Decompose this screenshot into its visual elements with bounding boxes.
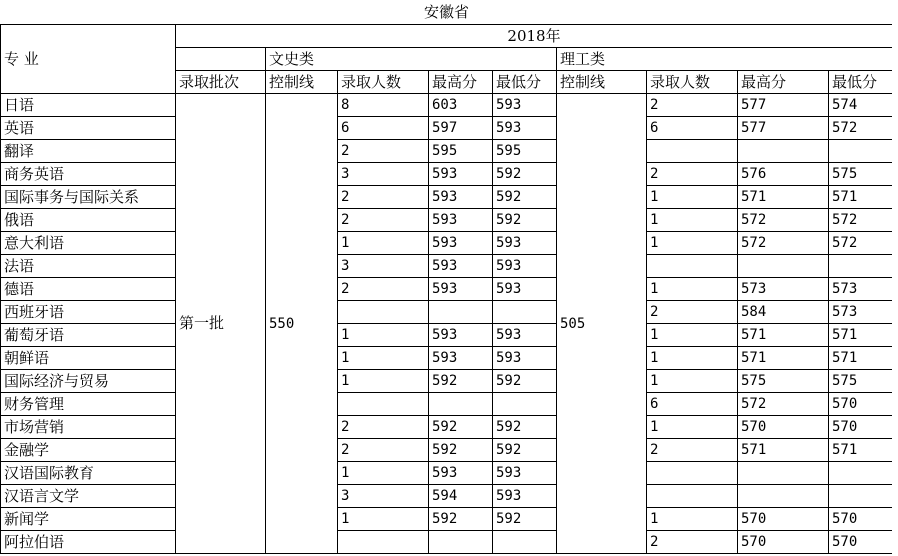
science-max-score [738, 140, 829, 163]
arts-min-score: 593 [493, 324, 557, 347]
science-max-header: 最高分 [738, 71, 829, 94]
arts-max-score [429, 531, 493, 554]
science-min-score: 570 [829, 531, 893, 554]
science-max-score [738, 255, 829, 278]
science-min-score: 575 [829, 163, 893, 186]
arts-max-score: 593 [429, 347, 493, 370]
science-admitted: 2 [647, 531, 738, 554]
major-name: 葡萄牙语 [1, 324, 176, 347]
science-min-score: 570 [829, 416, 893, 439]
science-admitted: 1 [647, 508, 738, 531]
arts-min-score: 593 [493, 232, 557, 255]
arts-min-score: 592 [493, 186, 557, 209]
science-min-score: 570 [829, 508, 893, 531]
table-row [1, 485, 893, 508]
arts-max-score: 594 [429, 485, 493, 508]
batch-header: 录取批次 [176, 71, 266, 94]
table-row [1, 531, 893, 554]
arts-max-score: 593 [429, 278, 493, 301]
science-admitted: 2 [647, 163, 738, 186]
arts-min-score [493, 531, 557, 554]
science-max-score: 572 [738, 209, 829, 232]
science-min-score: 571 [829, 324, 893, 347]
science-max-score [738, 485, 829, 508]
science-max-score: 584 [738, 301, 829, 324]
science-min-score [829, 462, 893, 485]
science-admitted: 6 [647, 393, 738, 416]
major-header: 专 业 [1, 25, 176, 94]
science-control-line: 505 [557, 94, 647, 554]
arts-min-score: 593 [493, 485, 557, 508]
science-max-score: 570 [738, 531, 829, 554]
right-margin [892, 0, 898, 556]
arts-admitted: 2 [338, 278, 429, 301]
arts-admitted: 2 [338, 186, 429, 209]
science-min-score [829, 485, 893, 508]
science-admitted: 2 [647, 301, 738, 324]
science-admitted: 1 [647, 324, 738, 347]
science-min-score: 573 [829, 278, 893, 301]
arts-min-score: 592 [493, 163, 557, 186]
arts-max-score: 592 [429, 416, 493, 439]
science-max-score: 573 [738, 278, 829, 301]
science-min-score: 575 [829, 370, 893, 393]
arts-min-score [493, 393, 557, 416]
major-name: 西班牙语 [1, 301, 176, 324]
arts-control-line-header: 控制线 [266, 71, 338, 94]
arts-admitted: 3 [338, 485, 429, 508]
arts-admitted: 2 [338, 439, 429, 462]
major-name: 汉语国际教育 [1, 462, 176, 485]
major-name: 翻译 [1, 140, 176, 163]
table-row [1, 278, 893, 301]
table-row [1, 393, 893, 416]
arts-min-score: 593 [493, 117, 557, 140]
arts-max-score: 603 [429, 94, 493, 117]
major-name: 国际经济与贸易 [1, 370, 176, 393]
science-max-score: 571 [738, 439, 829, 462]
arts-admitted: 1 [338, 508, 429, 531]
arts-admitted: 2 [338, 140, 429, 163]
science-min-score: 571 [829, 439, 893, 462]
science-category-header: 理工类 [557, 48, 893, 71]
science-admitted: 2 [647, 94, 738, 117]
table-row [1, 324, 893, 347]
table-row [1, 370, 893, 393]
arts-max-score: 592 [429, 370, 493, 393]
table-row [1, 94, 893, 117]
arts-min-score: 592 [493, 416, 557, 439]
science-admitted-header: 录取人数 [647, 71, 738, 94]
table-row [1, 117, 893, 140]
arts-min-score: 592 [493, 209, 557, 232]
province-title: 安徽省 [424, 2, 470, 21]
arts-admitted: 2 [338, 416, 429, 439]
batch-value: 第一批 [176, 94, 266, 554]
science-admitted [647, 485, 738, 508]
arts-max-score [429, 393, 493, 416]
year-header: 2018年 [176, 25, 893, 48]
major-name: 商务英语 [1, 163, 176, 186]
arts-admitted: 1 [338, 324, 429, 347]
arts-admitted [338, 301, 429, 324]
arts-max-score: 593 [429, 255, 493, 278]
science-min-score: 572 [829, 232, 893, 255]
major-name: 阿拉伯语 [1, 531, 176, 554]
science-max-score: 575 [738, 370, 829, 393]
science-max-score: 577 [738, 94, 829, 117]
major-name: 日语 [1, 94, 176, 117]
arts-min-score: 592 [493, 439, 557, 462]
table-row [1, 232, 893, 255]
table-row [1, 416, 893, 439]
arts-max-header: 最高分 [429, 71, 493, 94]
table-row [1, 508, 893, 531]
science-max-score: 571 [738, 324, 829, 347]
major-name: 市场营销 [1, 416, 176, 439]
arts-max-score: 593 [429, 163, 493, 186]
major-name: 汉语言文学 [1, 485, 176, 508]
science-admitted: 1 [647, 232, 738, 255]
science-max-score: 577 [738, 117, 829, 140]
arts-admitted: 1 [338, 462, 429, 485]
science-min-score [829, 140, 893, 163]
science-min-score: 573 [829, 301, 893, 324]
science-admitted: 1 [647, 347, 738, 370]
table-row [1, 439, 893, 462]
major-name: 朝鲜语 [1, 347, 176, 370]
science-admitted: 1 [647, 209, 738, 232]
arts-max-score [429, 301, 493, 324]
arts-max-score: 592 [429, 508, 493, 531]
science-admitted [647, 140, 738, 163]
major-name: 意大利语 [1, 232, 176, 255]
arts-min-score: 593 [493, 278, 557, 301]
table-row [1, 163, 893, 186]
arts-max-score: 593 [429, 324, 493, 347]
arts-admitted: 1 [338, 232, 429, 255]
science-max-score: 571 [738, 347, 829, 370]
arts-min-score: 593 [493, 255, 557, 278]
arts-min-header: 最低分 [493, 71, 557, 94]
science-max-score [738, 462, 829, 485]
arts-control-line: 550 [266, 94, 338, 554]
arts-max-score: 593 [429, 186, 493, 209]
science-admitted [647, 462, 738, 485]
science-min-score: 572 [829, 209, 893, 232]
arts-min-score: 593 [493, 462, 557, 485]
arts-min-score: 595 [493, 140, 557, 163]
table-row [1, 209, 893, 232]
major-name: 德语 [1, 278, 176, 301]
science-admitted: 6 [647, 117, 738, 140]
science-admitted: 1 [647, 186, 738, 209]
science-min-score: 571 [829, 347, 893, 370]
major-name: 英语 [1, 117, 176, 140]
major-name: 法语 [1, 255, 176, 278]
major-name: 金融学 [1, 439, 176, 462]
arts-min-score: 593 [493, 94, 557, 117]
arts-admitted: 2 [338, 209, 429, 232]
arts-min-score [493, 301, 557, 324]
arts-admitted: 1 [338, 370, 429, 393]
science-max-score: 570 [738, 508, 829, 531]
science-min-score: 570 [829, 393, 893, 416]
science-max-score: 572 [738, 393, 829, 416]
table-row [1, 255, 893, 278]
arts-admitted: 1 [338, 347, 429, 370]
science-max-score: 571 [738, 186, 829, 209]
table-row [1, 140, 893, 163]
arts-admitted-header: 录取人数 [338, 71, 429, 94]
arts-max-score: 592 [429, 439, 493, 462]
major-name: 财务管理 [1, 393, 176, 416]
arts-min-score: 592 [493, 370, 557, 393]
science-min-score: 574 [829, 94, 893, 117]
arts-admitted: 3 [338, 255, 429, 278]
science-min-score: 572 [829, 117, 893, 140]
arts-admitted [338, 531, 429, 554]
science-admitted: 2 [647, 439, 738, 462]
science-min-score: 571 [829, 186, 893, 209]
arts-admitted: 3 [338, 163, 429, 186]
table-row [1, 462, 893, 485]
science-admitted: 1 [647, 370, 738, 393]
science-max-score: 570 [738, 416, 829, 439]
arts-min-score: 592 [493, 508, 557, 531]
science-min-score [829, 255, 893, 278]
arts-max-score: 593 [429, 232, 493, 255]
major-name: 俄语 [1, 209, 176, 232]
science-control-line-header: 控制线 [557, 71, 647, 94]
table-row [1, 301, 893, 324]
table-row [1, 186, 893, 209]
science-max-score: 572 [738, 232, 829, 255]
table-row [1, 347, 893, 370]
arts-admitted: 6 [338, 117, 429, 140]
science-min-header: 最低分 [829, 71, 893, 94]
arts-max-score: 593 [429, 209, 493, 232]
batch-header-spacer [176, 48, 266, 71]
arts-admitted [338, 393, 429, 416]
arts-max-score: 595 [429, 140, 493, 163]
arts-min-score: 593 [493, 347, 557, 370]
arts-admitted: 8 [338, 94, 429, 117]
major-name: 新闻学 [1, 508, 176, 531]
science-admitted [647, 255, 738, 278]
science-admitted: 1 [647, 278, 738, 301]
arts-category-header: 文史类 [266, 48, 557, 71]
science-admitted: 1 [647, 416, 738, 439]
arts-max-score: 597 [429, 117, 493, 140]
arts-max-score: 593 [429, 462, 493, 485]
major-name: 国际事务与国际关系 [1, 186, 176, 209]
science-max-score: 576 [738, 163, 829, 186]
